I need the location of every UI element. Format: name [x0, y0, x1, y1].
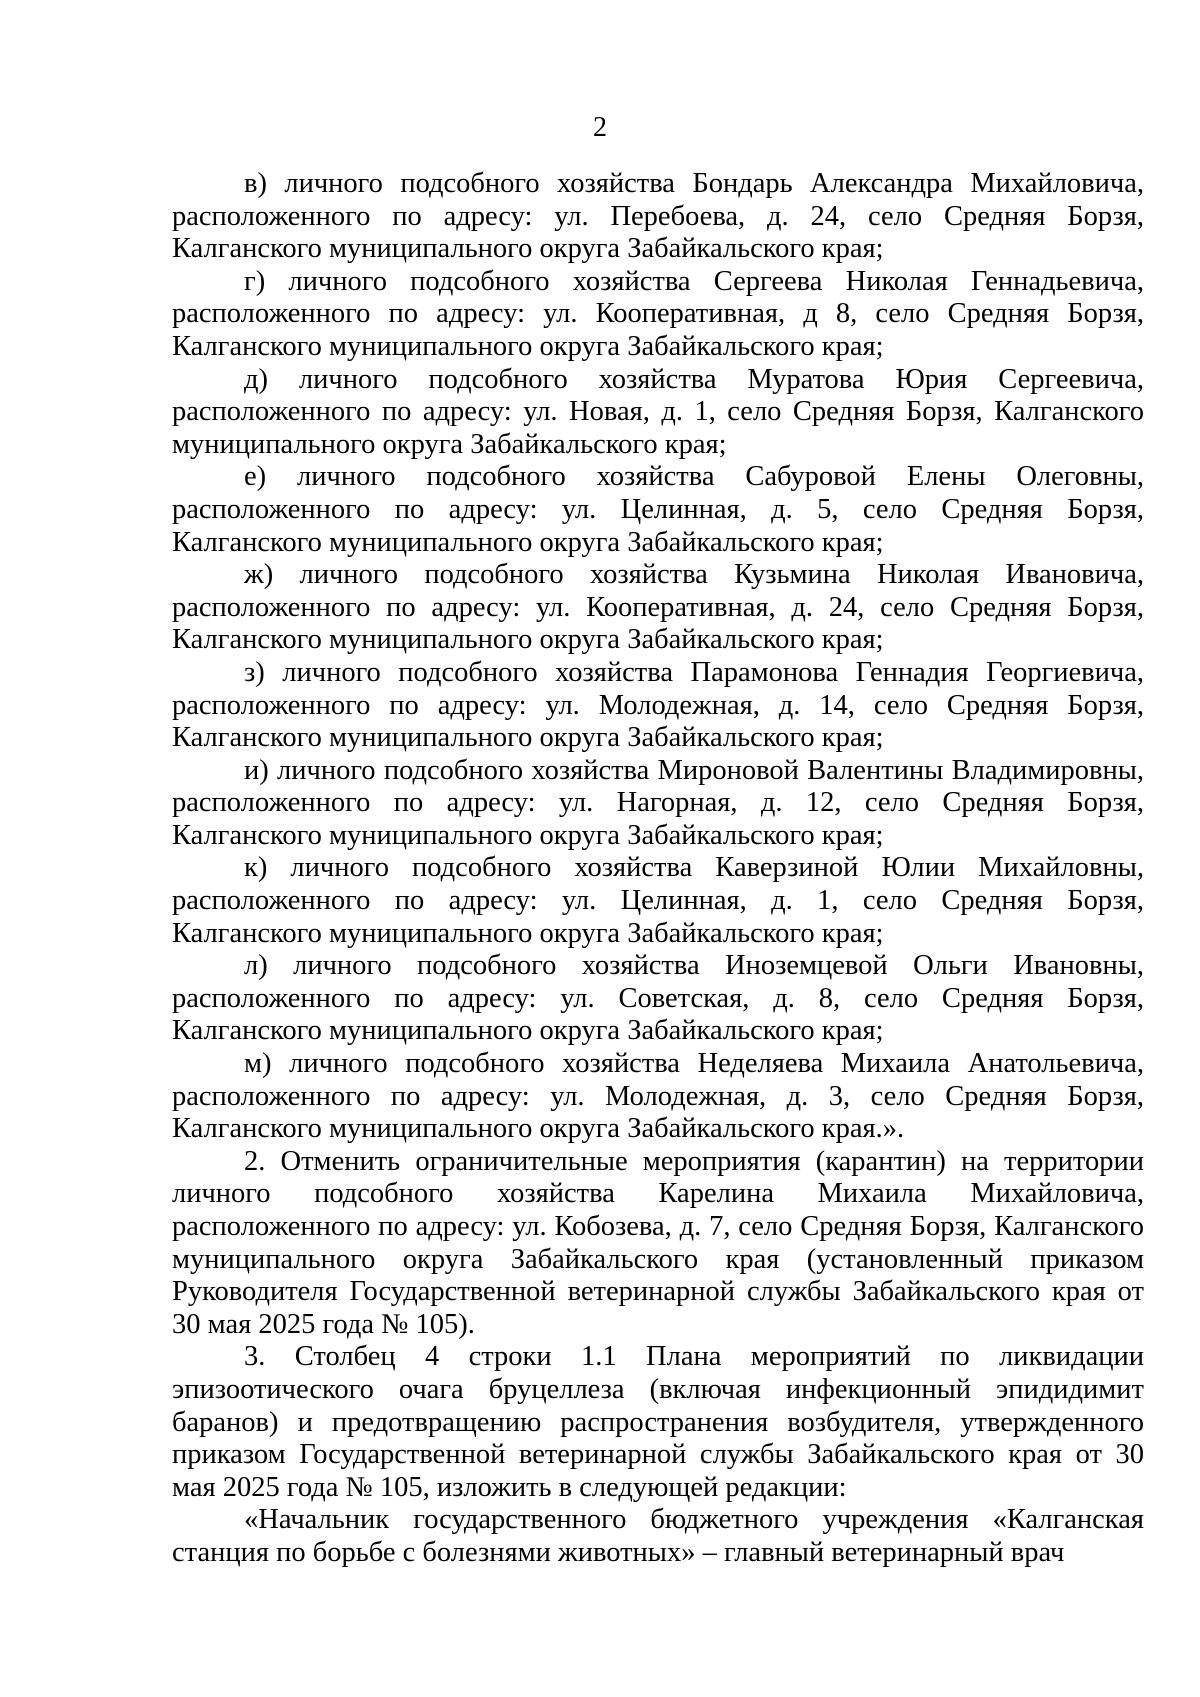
paragraph-z: з) личного подсобного хозяйства Парамонова Геннадия Георгиевича, расположенного по адресу: ул. Молодежная, д. 14, село Средняя Борзя, Калганского муниципального округа Забайкальского края; [172, 656, 1144, 754]
paragraph-l: л) личного подсобного хозяйства Иноземцевой Ольги Ивановны, расположенного по адресу: ул. Советская, д. 8, село Средняя Борзя, Калганского муниципального округа Забайкальского края; [172, 950, 1144, 1047]
paragraph-e: е) личного подсобного хозяйства Сабуровой Елены Олеговны, расположенного по адресу: ул. Целинная, д. 5, село Средняя Борзя, Калганского муниципального округа Забайкальского края; [172, 461, 1144, 558]
document-body [172, 168, 1144, 1570]
paragraph-v: в) личного подсобного хозяйства Бондарь Александра Михайловича, расположенного по адресу: ул. Перебоева, д. 24, село Средняя Борзя, Калганского муниципального округа Забайкальского края; [172, 168, 1144, 265]
paragraph-item-2: 2. Отменить ограничительные мероприятия (карантин) на территории личного подсобного хозяйства Карелина Михаила Михайловича, расположенного по адресу: ул. Кобозева, д. 7, село Средняя Борзя, Калганского муниципального округа Забайкальского края (установленный приказом Руководителя Государственной ветеринарной службы Забайкальского края от 30 мая 2025 года № 105). [172, 1145, 1144, 1340]
paragraph-item-3: 3. Столбец 4 строки 1.1 Плана мероприятий по ликвидации эпизоотического очага бруцеллеза (включая инфекционный эпидидимит баранов) и предотвращению распространения возбудителя, утвержденного приказом Государственной ветеринарной службы Забайкальского края от 30 мая 2025 года № 105, изложить в следующей редакции: [172, 1341, 1144, 1503]
paragraph-m: м) личного подсобного хозяйства Неделяева Михаила Анатольевича, расположенного по адресу: ул. Молодежная, д. 3, село Средняя Борзя, Калганского муниципального округа Забайкальского края.». [172, 1048, 1144, 1145]
paragraph-i: и) личного подсобного хозяйства Мироновой Валентины Владимировны, расположенного по адресу: ул. Нагорная, д. 12, село Средняя Борзя, Калганского муниципального округа Забайкальского края; [172, 754, 1144, 851]
page-number: 2 [593, 112, 607, 143]
paragraph-zh: ж) личного подсобного хозяйства Кузьмина Николая Ивановича, расположенного по адресу: ул. Кооперативная, д. 24, село Средняя Борзя, Калганского муниципального округа Забайкальского края; [172, 559, 1144, 656]
paragraph-k: к) личного подсобного хозяйства Каверзиной Юлии Михайловны, расположенного по адресу: ул. Целинная, д. 1, село Средняя Борзя, Калганского муниципального округа Забайкальского края; [172, 852, 1144, 949]
paragraph-g: г) личного подсобного хозяйства Сергеева Николая Геннадьевича, расположенного по адресу: ул. Кооперативная, д 8, село Средняя Борзя, Калганского муниципального округа Забайкальского края; [172, 265, 1144, 362]
paragraph-quote: «Начальник государственного бюджетного учреждения «Калганская станция по борьбе с болезнями животных» – главный ветеринарный врач [172, 1504, 1144, 1568]
paragraph-d: д) личного подсобного хозяйства Муратова Юрия Сергеевича, расположенного по адресу: ул. Новая, д. 1, село Средняя Борзя, Калганского муниципального округа Забайкальского края; [172, 363, 1144, 460]
